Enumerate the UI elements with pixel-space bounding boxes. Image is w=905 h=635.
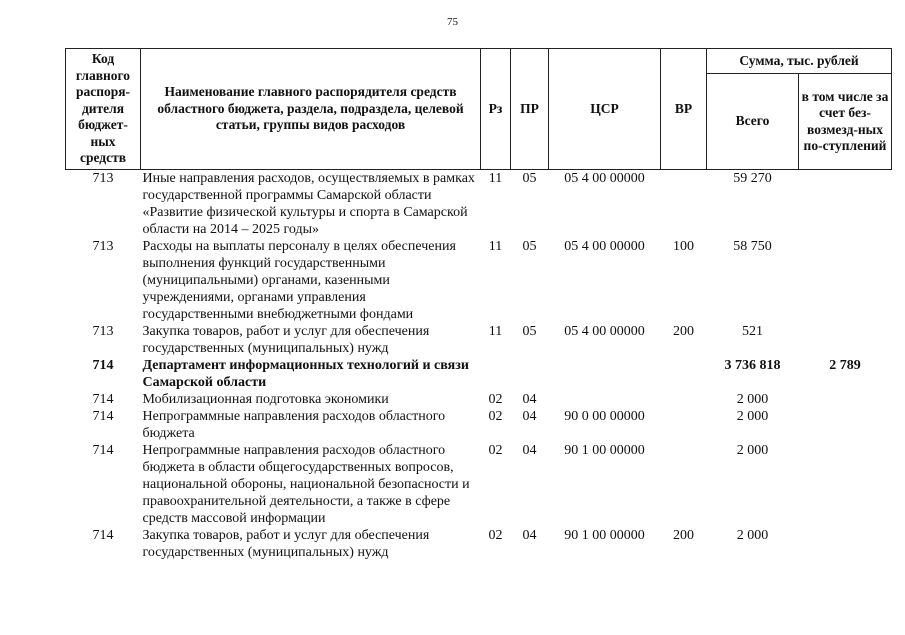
header-code: Код главного распоря-дителя бюджет-ных средств: [66, 49, 141, 170]
row-csr: 05 4 00 00000: [564, 171, 645, 186]
row-vr: 200: [673, 528, 694, 543]
row-rz: 11: [488, 171, 503, 186]
row-rz: 11: [488, 324, 503, 339]
row-name: Иные направления расходов, осуществляемых в рамках государственной программы Самарской области «Развитие физической культуры и спорта в Самарской области на 2014 – 2025 годы»: [142, 171, 475, 237]
row-csr: [549, 357, 661, 391]
row-rz: 02: [488, 528, 503, 543]
table-row: [66, 527, 892, 561]
row-name: Мобилизационная подготовка экономики: [142, 392, 389, 407]
row-vr: [661, 170, 707, 239]
row-total: 521: [742, 324, 763, 339]
row-code: 714: [92, 443, 114, 458]
row-csr: 05 4 00 00000: [564, 239, 645, 254]
row-incl: [799, 238, 892, 323]
row-code: 714: [92, 409, 114, 424]
row-code: 713: [92, 171, 114, 186]
row-name: Непрограммные направления расходов областного бюджета: [142, 409, 446, 441]
row-pr: 04: [522, 443, 537, 458]
header-incl: в том числе за счет без-возмезд-ных по-ступлений: [799, 74, 892, 170]
row-total: 2 000: [736, 392, 769, 407]
row-name: Закупка товаров, работ и услуг для обеспечения государственных (муниципальных) нужд: [142, 324, 430, 356]
row-csr: [549, 391, 661, 408]
table-row: [66, 170, 892, 239]
row-vr: [661, 391, 707, 408]
row-total: 3 736 818: [724, 358, 781, 373]
table-header: [66, 49, 892, 170]
row-incl: [799, 527, 892, 561]
header-vr: ВР: [661, 49, 707, 170]
row-rz: 02: [488, 443, 503, 458]
row-vr: [661, 408, 707, 442]
row-pr: 04: [522, 392, 537, 407]
row-csr: 90 0 00 00000: [564, 409, 645, 424]
row-vr: 200: [673, 324, 694, 339]
row-pr: 04: [522, 528, 537, 543]
row-name: Департамент информационных технологий и связи Самарской области: [142, 358, 469, 390]
row-incl: 2 789: [829, 358, 861, 373]
row-total: 2 000: [736, 409, 769, 424]
table-row: [66, 408, 892, 442]
row-csr: 05 4 00 00000: [564, 324, 645, 339]
row-vr: 100: [673, 239, 694, 254]
row-incl: [799, 323, 892, 357]
row-vr: [661, 357, 707, 391]
header-pr: ПР: [511, 49, 549, 170]
row-name: Расходы на выплаты персоналу в целях обеспечения выполнения функций государственными (муниципальными) органами, казенными учреждениями, органами управления государственными внебюджетными фондами: [142, 239, 456, 322]
row-pr: [511, 357, 549, 391]
row-total: 2 000: [736, 528, 769, 543]
row-incl: [799, 408, 892, 442]
header-name: Наименование главного распорядителя средств областного бюджета, раздела, подраздела, целевой статьи, группы видов расходов: [141, 49, 481, 170]
row-incl: [799, 391, 892, 408]
table-row: [66, 238, 892, 323]
row-incl: [799, 442, 892, 527]
table-row: [66, 323, 892, 357]
row-rz: 11: [488, 239, 503, 254]
row-pr: 05: [522, 324, 537, 339]
row-total: 2 000: [736, 443, 769, 458]
header-sum-group: Сумма, тыс. рублей: [707, 49, 892, 74]
row-pr: 05: [522, 239, 537, 254]
header-rz: Рз: [481, 49, 511, 170]
budget-table: [65, 48, 892, 561]
row-code: 713: [92, 324, 114, 339]
row-code: 714: [92, 528, 114, 543]
table-row: [66, 442, 892, 527]
row-rz: [481, 357, 511, 391]
row-name: Закупка товаров, работ и услуг для обеспечения государственных (муниципальных) нужд: [142, 528, 430, 560]
row-pr: 04: [522, 409, 537, 424]
table-row: [66, 391, 892, 408]
row-total: 59 270: [733, 171, 772, 186]
row-code: 714: [92, 392, 114, 407]
page-number: 75: [447, 16, 458, 28]
row-rz: 02: [488, 392, 503, 407]
row-rz: 02: [488, 409, 503, 424]
row-pr: 05: [522, 171, 537, 186]
row-vr: [661, 442, 707, 527]
row-code: 714: [92, 358, 114, 373]
row-csr: 90 1 00 00000: [564, 443, 645, 458]
row-total: 58 750: [733, 239, 772, 254]
row-incl: [799, 170, 892, 239]
header-csr: ЦСР: [549, 49, 661, 170]
header-total: Всего: [707, 74, 799, 170]
row-csr: 90 1 00 00000: [564, 528, 645, 543]
row-code: 713: [92, 239, 114, 254]
row-name: Непрограммные направления расходов областного бюджета в области общегосударственных вопросов, национальной обороны, национальной безопасности и правоохранительной деятельности, а также в сфере средств массовой информации: [142, 443, 470, 526]
table-row: [66, 357, 892, 391]
